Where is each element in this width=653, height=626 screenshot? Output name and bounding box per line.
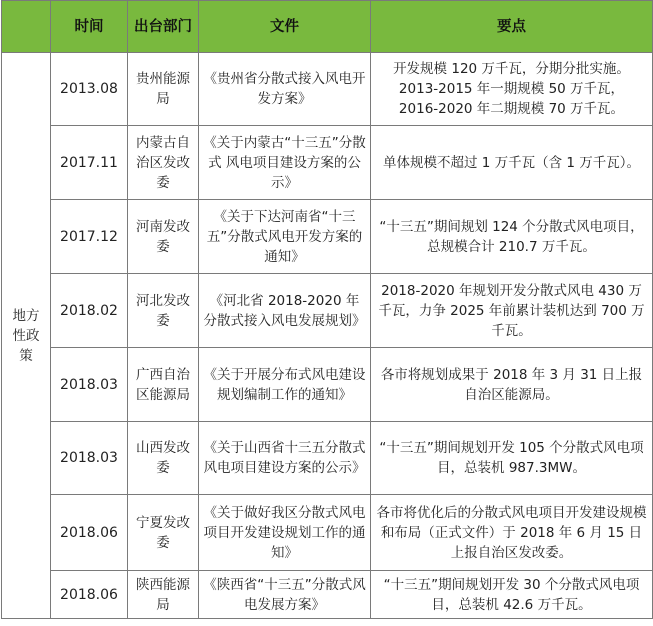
header-row [2,1,653,53]
points-cell: 各市将规划成果于 2018 年 3 月 31 日上报自治区能源局。 [371,348,653,422]
points-cell: 单体规模不超过 1 万千瓦（含 1 万千瓦）。 [371,126,653,200]
points-cell: “十三五”期间规划开发 105 个分散式风电项目，总装机 987.3MW。 [371,422,653,495]
table-row [2,422,653,495]
dept-cell: 河北发改委 [128,274,199,348]
table-row [2,348,653,422]
points-line: 开发规模 120 万千瓦，分期分批实施。 [393,61,630,77]
doc-cell: 《关于内蒙古“十三五”分散式 风电项目建设方案的公示》 [199,126,371,200]
time-cell: 2018.06 [51,495,128,571]
time-cell: 2018.03 [51,348,128,422]
time-cell: 2013.08 [51,53,128,126]
doc-cell: 《河北省 2018-2020 年分散式接入风电发展规划》 [199,274,371,348]
time-cell: 2017.11 [51,126,128,200]
table-row [2,495,653,571]
time-cell: 2017.12 [51,200,128,274]
header-doc: 文件 [199,1,371,53]
points-cell [371,53,653,126]
doc-cell: 《陕西省“十三五”分散式风电发展方案》 [199,571,371,619]
points-cell: 2018-2020 年规划开发分散式风电 430 万千瓦，力争 2025 年前累计装机达到 700 万千瓦。 [371,274,653,348]
dept-cell: 宁夏发改委 [128,495,199,571]
category-cell: 地方性政策 [2,53,51,619]
dept-cell: 山西发改委 [128,422,199,495]
points-line: 2016-2020 年二期规模 70 万千瓦。 [398,101,625,117]
points-cell: 各市将优化后的分散式风电项目开发建设规模和布局（正式文件）于 2018 年 6 月 15 日上报自治区发改委。 [371,495,653,571]
dept-cell: 贵州能源局 [128,53,199,126]
table-row [2,274,653,348]
doc-cell: 《关于做好我区分散式风电项目开发建设规划工作的通知》 [199,495,371,571]
points-cell: “十三五”期间规划 124 个分散式风电项目，总规模合计 210.7 万千瓦。 [371,200,653,274]
doc-cell: 《关于开展分布式风电建设规划编制工作的通知》 [199,348,371,422]
table-row [2,200,653,274]
header-blank [2,1,51,53]
table-row [2,571,653,619]
time-cell: 2018.06 [51,571,128,619]
points-line: 2013-2015 年一期规模 50 万千瓦， [398,81,625,97]
doc-cell: 《关于下达河南省“十三五”分散式风电开发方案的通知》 [199,200,371,274]
table-row [2,53,653,126]
dept-cell: 内蒙古自治区发改委 [128,126,199,200]
time-cell: 2018.02 [51,274,128,348]
header-dept: 出台部门 [128,1,199,53]
doc-cell: 《关于山西省十三五分散式风电项目建设方案的公示》 [199,422,371,495]
dept-cell: 陕西能源局 [128,571,199,619]
table-row [2,126,653,200]
dept-cell: 广西自治区能源局 [128,348,199,422]
time-cell: 2018.03 [51,422,128,495]
dept-cell: 河南发改委 [128,200,199,274]
header-time: 时间 [51,1,128,53]
points-cell: “十三五”期间规划开发 30 个分散式风电项目，总装机 42.6 万千瓦。 [371,571,653,619]
doc-cell: 《贵州省分散式接入风电开发方案》 [199,53,371,126]
header-points: 要点 [371,1,653,53]
policy-table [1,0,653,619]
